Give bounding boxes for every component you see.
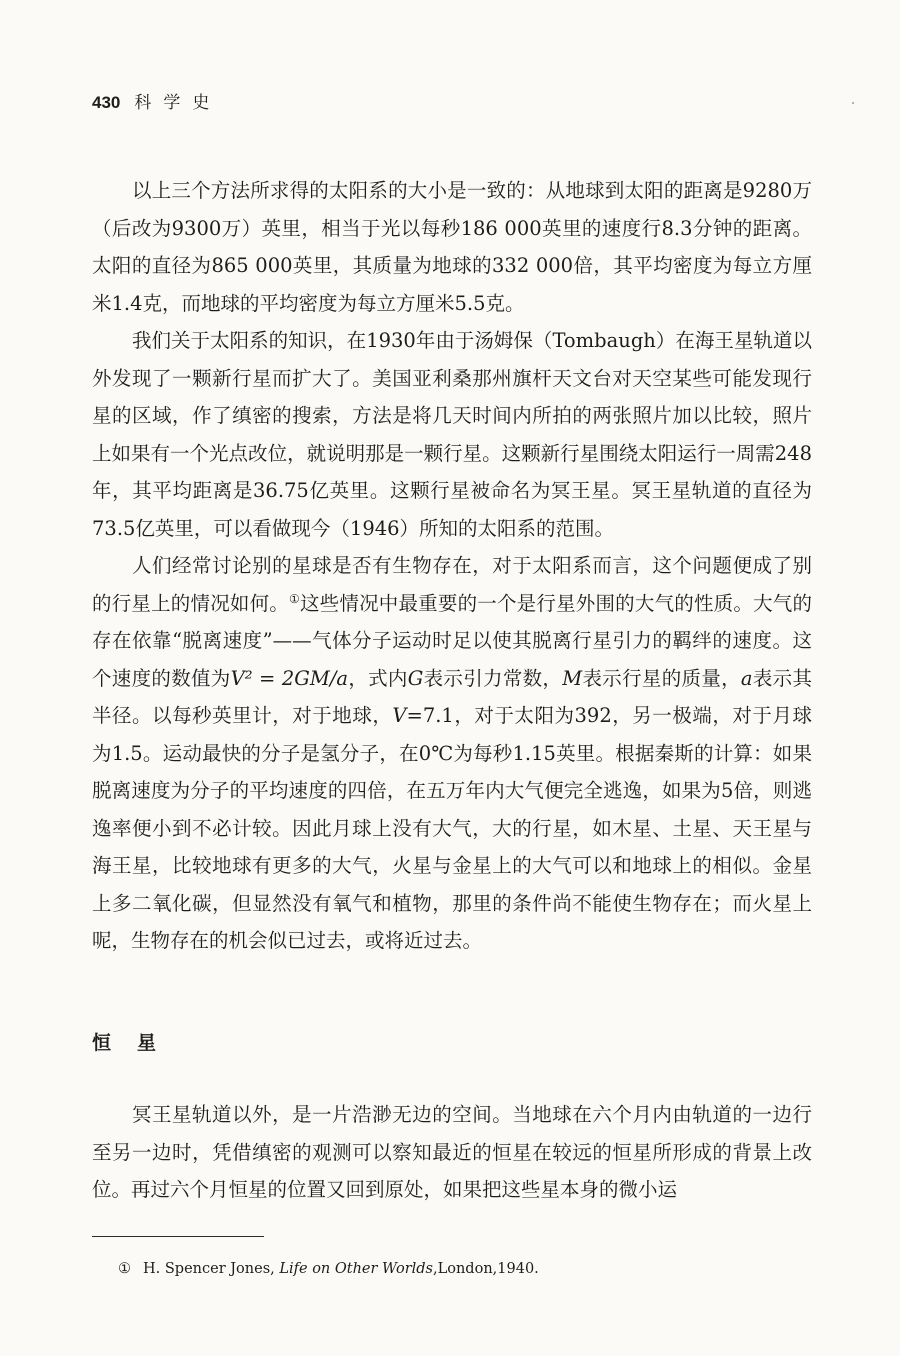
text-span: 人们经常讨论别的星球是否有生物存在，对于太阳系而言，这个问题便成了别的行星上的情况如何。 <box>92 554 812 615</box>
footnote-reference: ① <box>289 591 300 606</box>
variable-m: M <box>562 666 583 690</box>
text-span: 表示引力常数， <box>423 666 563 690</box>
footnote-publication: ,London,1940. <box>433 1261 539 1277</box>
running-head <box>92 88 221 113</box>
footnote-work-title: Life on Other Worlds <box>279 1261 433 1277</box>
book-title: 科学史 <box>134 93 222 113</box>
footnote-mark: ① <box>118 1261 131 1277</box>
paragraph-pluto-discovery: 我们关于太阳系的知识，在1930年由于汤姆保（Tombaugh）在海王星轨道以外发现了一颗新行星而扩大了。美国亚利桑那州旗杆天文台对天空某些可能发现行星的区域，作了缜密的搜索，方法是将几天时间内所拍的两张照片加以比较，照片上如果有一个光点改位，就说明那是一颗行星。这颗新行星围绕太阳运行一周需248年，其平均距离是36.75亿英里。这颗行星被命名为冥王星。冥王星轨道的直径为73.5亿英里，可以看做现今（1946）所知的太阳系的范围。 <box>92 329 812 540</box>
paragraph-planet-atmospheres <box>92 547 812 960</box>
paragraph-solar-system-size: 以上三个方法所求得的太阳系的大小是一致的：从地球到太阳的距离是9280万（后改为9300万）英里，相当于光以每秒186 000英里的速度行8.3分钟的距离。太阳的直径为865 000英里，其质量为地球的332 000倍，其平均密度为每立方厘米1.4克，而地球的平均密度为每立方厘米5.5克。 <box>92 179 812 315</box>
text-span: 表示其半径。以每秒英里计，对于地球， <box>92 666 812 727</box>
page-number: 430 <box>92 93 121 112</box>
variable-v: V <box>392 704 407 727</box>
escape-velocity-formula: V² = 2GM/a <box>230 666 349 690</box>
footnote <box>118 1261 539 1277</box>
body-text <box>92 172 812 960</box>
text-span: ，式内 <box>348 666 408 690</box>
variable-a: a <box>740 666 753 690</box>
text-span: =7.1，对于太阳为392，另一极端，对于月球为1.5。运动最快的分子是氢分子，在0℃为每秒1.15英里。根据秦斯的计算：如果脱离速度为分子的平均速度的四倍，在五万年内大气便完全逃逸，如果为5倍，则逃逸率便小到不必计较。因此月球上没有大气，大的行星，如木星、土星、天王星与海王星，比较地球有更多的大气，火星与金星上的大气可以和地球上的相似。金星上多二氧化碳，但显然没有氧气和植物，那里的条件尚不能使生物存在；而火星上呢，生物存在的机会似已过去，或将近过去。 <box>92 704 812 952</box>
footnote-divider <box>92 1236 264 1237</box>
section-text <box>92 1096 812 1209</box>
text-span: 表示行星的质量， <box>582 666 741 690</box>
scan-speck <box>852 102 854 104</box>
variable-g: G <box>407 666 424 690</box>
section-heading-stars: 恒星 <box>92 1032 183 1054</box>
footnote-author: H. Spencer Jones, <box>143 1261 275 1277</box>
paragraph-beyond-pluto: 冥王星轨道以外，是一片浩渺无边的空间。当地球在六个月内由轨道的一边行至另一边时，凭借缜密的观测可以察知最近的恒星在较远的恒星所形成的背景上改位。再过六个月恒星的位置又回到原处，如果把这些星本身的微小运 <box>92 1103 812 1201</box>
text-span: 这些情况中最重要的一个是行星外围的大气的性质。大气的存在依靠“脱离速度”——气体分子运动时足以使其脱离行星引力的羁绊的速度。这个速度的数值为 <box>92 591 812 690</box>
